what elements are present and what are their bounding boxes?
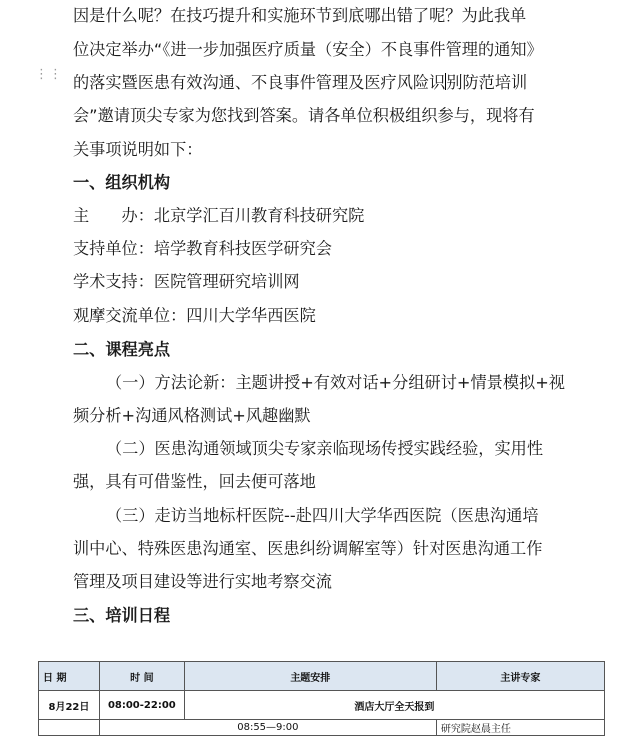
highlight-line: （三）走访当地标杆医院--赴四川大学华西医院（医患沟通培	[106, 506, 539, 525]
paragraph-line: 位决定举办“《进一步加强医疗质量（安全）不良事件管理的通知》	[73, 40, 543, 59]
section-heading-schedule: 三、培训日程	[73, 606, 171, 625]
cell-date: 8月22日	[39, 691, 100, 720]
org-item: 主 办：北京学汇百川教育科技研究院	[73, 206, 365, 225]
drag-handle-icon[interactable]: ⋮⋮	[35, 67, 63, 82]
cell-expert: 研究院赵晨主任	[436, 720, 604, 736]
paragraph-line[interactable]	[73, 72, 527, 94]
highlight-line: （二）医患沟通领域顶尖专家亲临现场传授实践经验，实用性	[106, 439, 544, 458]
cell-date	[39, 720, 100, 736]
highlight-line: 强，具有可借鉴性，回去便可落地	[73, 472, 316, 491]
org-item: 学术支持：医院管理研究培训网	[73, 272, 300, 291]
paragraph-line: 因是什么呢？在技巧提升和实施环节到底哪出错了呢？为此我单	[73, 6, 527, 25]
header-expert: 主讲专家	[436, 662, 604, 691]
header-date: 日 期	[39, 662, 100, 691]
table-row	[39, 720, 605, 736]
paragraph-line: 会”邀请顶尖专家为您找到答案。请各单位积极组织参与，现将有	[73, 106, 535, 125]
paragraph-text: 的落实暨医患有效沟通、不良事件管理及医疗风险识	[73, 73, 446, 92]
paragraph-line: 关事项说明如下：	[73, 140, 203, 159]
paragraph-text: 别防范培训	[446, 73, 528, 92]
org-item: 观摩交流单位：四川大学华西医院	[73, 306, 316, 325]
cell-topic: 酒店大厅全天报到	[184, 691, 604, 720]
schedule-table	[38, 661, 605, 736]
table-row	[39, 691, 605, 720]
cell-time: 08:55—9:00	[99, 720, 436, 736]
cell-time: 08:00-22:00	[99, 691, 184, 720]
table-header-row	[39, 662, 605, 691]
section-heading-organization: 一、组织机构	[73, 173, 171, 192]
highlight-line: 管理及项目建设等进行实地考察交流	[73, 572, 332, 591]
highlight-line: （一）方法论新：主题讲授+有效对话+分组研讨+情景模拟+视	[106, 373, 565, 392]
section-heading-highlights: 二、课程亮点	[73, 340, 171, 359]
header-topic: 主题安排	[184, 662, 436, 691]
header-time: 时 间	[99, 662, 184, 691]
highlight-line: 训中心、特殊医患沟通室、医患纠纷调解室等）针对医患沟通工作	[73, 539, 543, 558]
org-item: 支持单位：培学教育科技医学研究会	[73, 239, 332, 258]
highlight-line: 频分析+沟通风格测试+风趣幽默	[73, 406, 311, 425]
